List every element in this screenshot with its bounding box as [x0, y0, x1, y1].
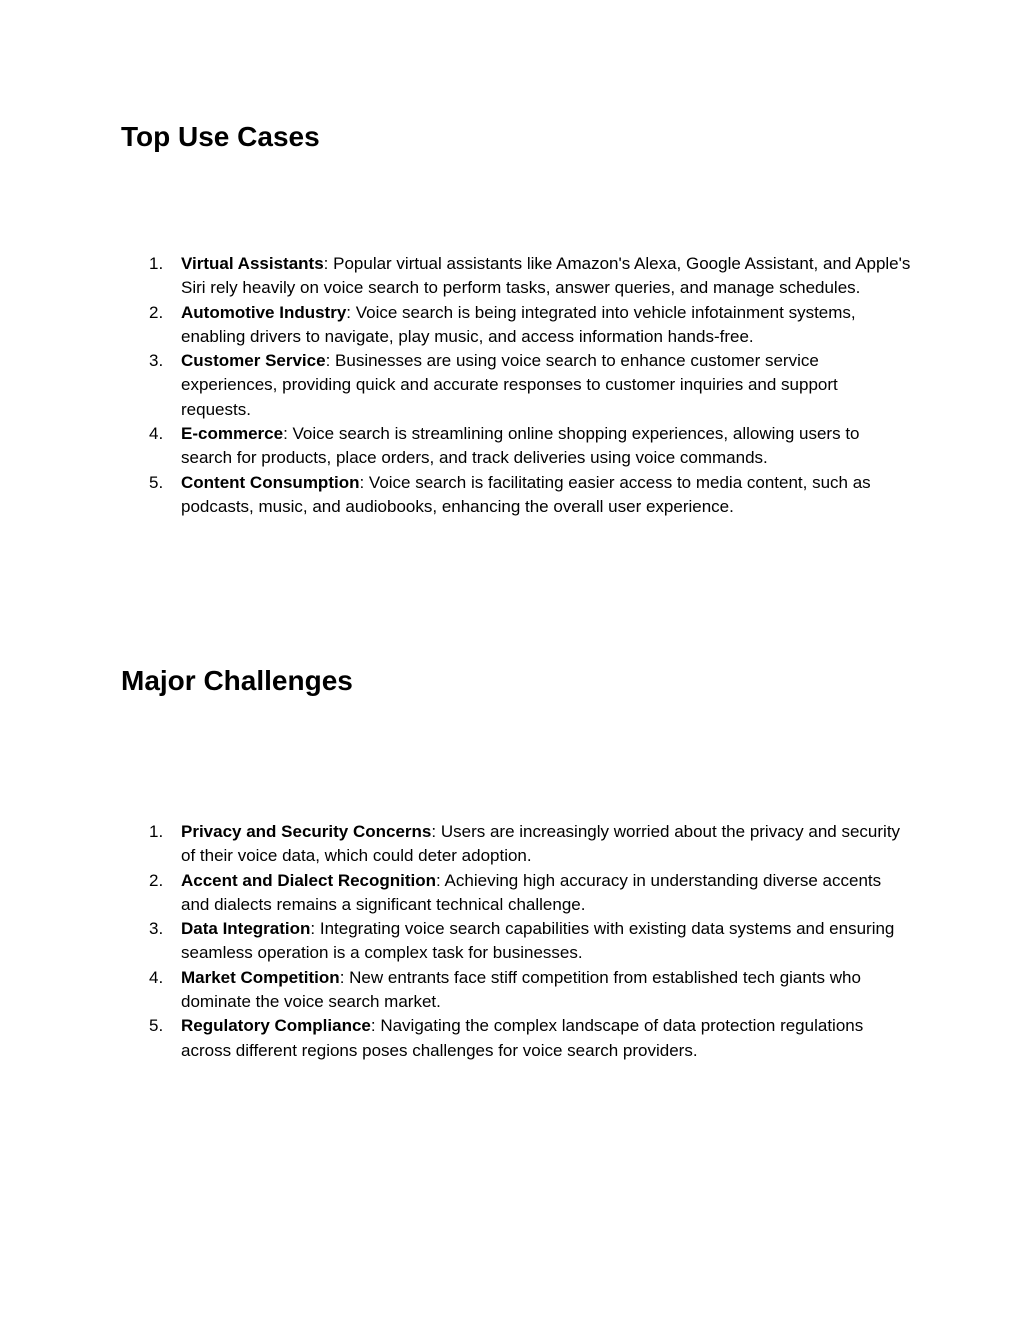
list-item-term: Privacy and Security Concerns	[181, 822, 432, 841]
list-number: 1.	[149, 254, 164, 273]
list-item-term: E-commerce	[181, 424, 284, 444]
list-item	[0, 1014, 911, 1063]
list-number: 2.	[149, 870, 164, 890]
list-item	[0, 301, 911, 350]
section-heading: Major Challenges	[121, 665, 353, 696]
list-item-term: Regulatory Compliance	[181, 1016, 371, 1036]
list-item-text: : Integrating voice search capabilities with existing data systems and ensuring seamless operation is a complex task for businesses.	[181, 919, 895, 963]
list-number: 5.	[149, 1016, 164, 1036]
list-number: 4.	[149, 424, 164, 444]
list-item-text: : Popular virtual assistants like Amazon's Alexa, Google Assistant, and Apple's Siri rely heavily on voice search to perform tasks, answer queries, and manage schedules.	[181, 254, 911, 298]
section-heading: Top Use Cases	[121, 121, 320, 152]
list-number: 3.	[149, 919, 164, 939]
list-item	[0, 966, 911, 1015]
list-item-term: Automotive Industry	[181, 302, 347, 322]
list-item-text: : Users are increasingly worried about the privacy and security of their voice data, which could deter adoption.	[181, 822, 901, 866]
list-number: 5.	[149, 472, 164, 492]
list-item-text: : New entrants face stiff competition from established tech giants who dominate the voice search market.	[181, 967, 861, 1012]
list-item-text: : Voice search is facilitating easier access to media content, such as podcasts, music, and audiobooks, enhancing the overall user experience.	[181, 472, 871, 516]
list-item-text: : Navigating the complex landscape of data protection regulations across different regions poses challenges for voice search providers.	[181, 1016, 864, 1060]
use-cases-list	[0, 252, 1024, 519]
list-item-term: Accent and Dialect Recognition	[181, 870, 437, 890]
list-item-text: : Voice search is being integrated into vehicle infotainment systems, enabling drivers to navigate, play music, and access information hands-free.	[181, 302, 856, 346]
list-item-text: : Achieving high accuracy in understanding diverse accents and dialects remains a significant technical challenge.	[181, 870, 882, 914]
challenges-list	[0, 820, 1024, 1063]
list-item	[0, 252, 911, 301]
list-number: 4.	[149, 967, 164, 987]
list-item	[0, 917, 911, 966]
list-item	[0, 820, 911, 869]
list-item-term: Market Competition	[181, 967, 340, 987]
list-number: 3.	[149, 351, 164, 371]
list-item-term: Data Integration	[181, 919, 311, 939]
list-item	[0, 422, 911, 471]
list-item	[0, 471, 911, 520]
list-item	[0, 869, 911, 918]
list-item-term: Virtual Assistants	[181, 254, 324, 273]
list-item-term: Customer Service	[181, 351, 326, 371]
list-number: 2.	[149, 302, 164, 322]
list-item-term: Content Consumption	[181, 472, 360, 492]
list-item	[0, 349, 911, 422]
list-item-text: : Businesses are using voice search to enhance customer service experiences, providing quick and accurate responses to customer inquiries and support requests.	[181, 351, 838, 419]
list-item-text: : Voice search is streamlining online shopping experiences, allowing users to search for products, place orders, and track deliveries using voice commands.	[181, 424, 860, 468]
list-number: 1.	[149, 822, 164, 841]
